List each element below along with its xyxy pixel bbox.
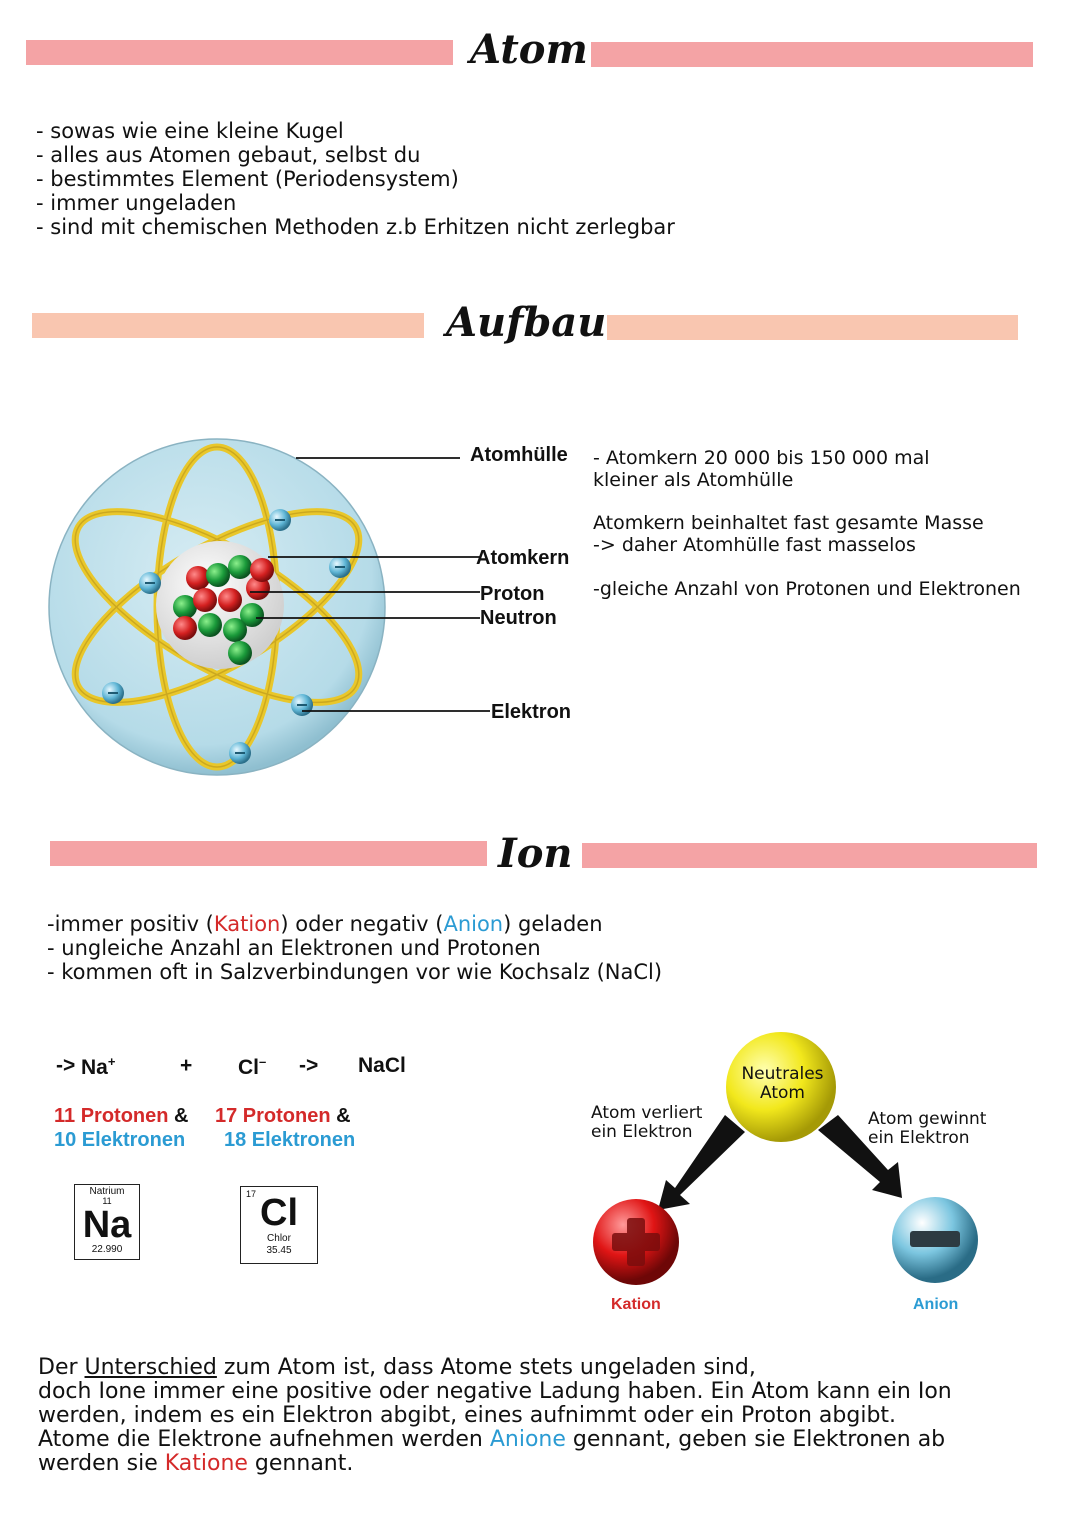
equation-arrow: ->	[56, 1054, 76, 1077]
atom-bullet: - bestimmtes Element (Periodensystem)	[36, 167, 459, 191]
atom-loses-label: Atom verliert ein Elektron	[591, 1103, 703, 1142]
sodium-chloride: NaCl	[358, 1054, 406, 1077]
ion-line-2: - ungleiche Anzahl an Elektronen und Protonen	[47, 936, 541, 960]
label-neutron: Neutron	[480, 607, 557, 629]
equation-plus: +	[180, 1054, 193, 1077]
label-atomhuelle: Atomhülle	[470, 444, 568, 466]
section-title-ion: Ion	[498, 830, 573, 877]
ion-description	[47, 912, 662, 984]
label-elektron: Elektron	[491, 701, 572, 723]
ion-bar-right	[582, 843, 1037, 868]
section-title-atom: Atom	[470, 26, 588, 73]
ion-formation-diagram	[580, 1020, 1020, 1300]
chloride-ion: Cl–	[238, 1054, 267, 1079]
equation-arrow: ->	[299, 1054, 319, 1077]
aufbau-note: Atomkern beinhaltet fast gesamte Masse -> daher Atomhülle fast masselos	[593, 512, 984, 556]
atom-bullet: - immer ungeladen	[36, 191, 237, 215]
anion-label: Anion	[913, 1296, 959, 1313]
label-proton: Proton	[480, 583, 545, 605]
atom-bullet: - sind mit chemischen Methoden z.b Erhitzen nicht zerlegbar	[36, 215, 675, 239]
label-atomkern: Atomkern	[476, 547, 570, 569]
header-bar-right	[591, 42, 1033, 67]
aufbau-bar-left	[32, 313, 424, 338]
atom-bullet-list	[36, 119, 675, 239]
kation-label: Kation	[611, 1296, 661, 1313]
aufbau-note: -gleiche Anzahl von Protonen und Elektronen	[593, 578, 1021, 600]
ion-line-3: - kommen oft in Salzverbindungen vor wie Kochsalz (NaCl)	[47, 960, 663, 984]
sodium-counts: 11 Protonen & 10 Elektronen	[54, 1105, 189, 1151]
neutral-atom-label: Neutrales Atom	[741, 1064, 824, 1103]
atom-gains-label: Atom gewinnt ein Elektron	[868, 1109, 987, 1148]
sodium-element-tile: Natrium 11 Na 22.990	[74, 1184, 140, 1260]
sodium-ion: Na+	[81, 1054, 116, 1079]
section-title-aufbau: Aufbau	[446, 299, 607, 346]
ion-line-1: -immer positiv (Kation) oder negativ (Anion) geladen	[47, 912, 603, 936]
chlorine-element-tile: 17 Cl Chlor 35.45	[240, 1186, 318, 1264]
ion-bar-left	[50, 841, 487, 866]
header-bar-left	[26, 40, 453, 65]
aufbau-note: - Atomkern 20 000 bis 150 000 mal kleiner als Atomhülle	[593, 447, 930, 491]
atom-bullet: - alles aus Atomen gebaut, selbst du	[36, 143, 421, 167]
atom-bullet: - sowas wie eine kleine Kugel	[36, 119, 344, 143]
minus-icon	[910, 1231, 960, 1247]
chlorine-counts: 17 Protonen & 18 Elektronen	[215, 1105, 356, 1151]
summary-paragraph: Der Unterschied zum Atom ist, dass Atome stets ungeladen sind, doch Ione immer eine positive oder negative Ladung haben. Ein Atom kann ein Ion werden, indem es ein Elektron abgibt, eines aufnimmt oder ein Proton abgibt. Atome die Elektrone aufnehmen werden Anione gennant, geben sie Elektronen ab werden sie Katione gennant.	[38, 1355, 952, 1476]
aufbau-bar-right	[607, 315, 1018, 340]
